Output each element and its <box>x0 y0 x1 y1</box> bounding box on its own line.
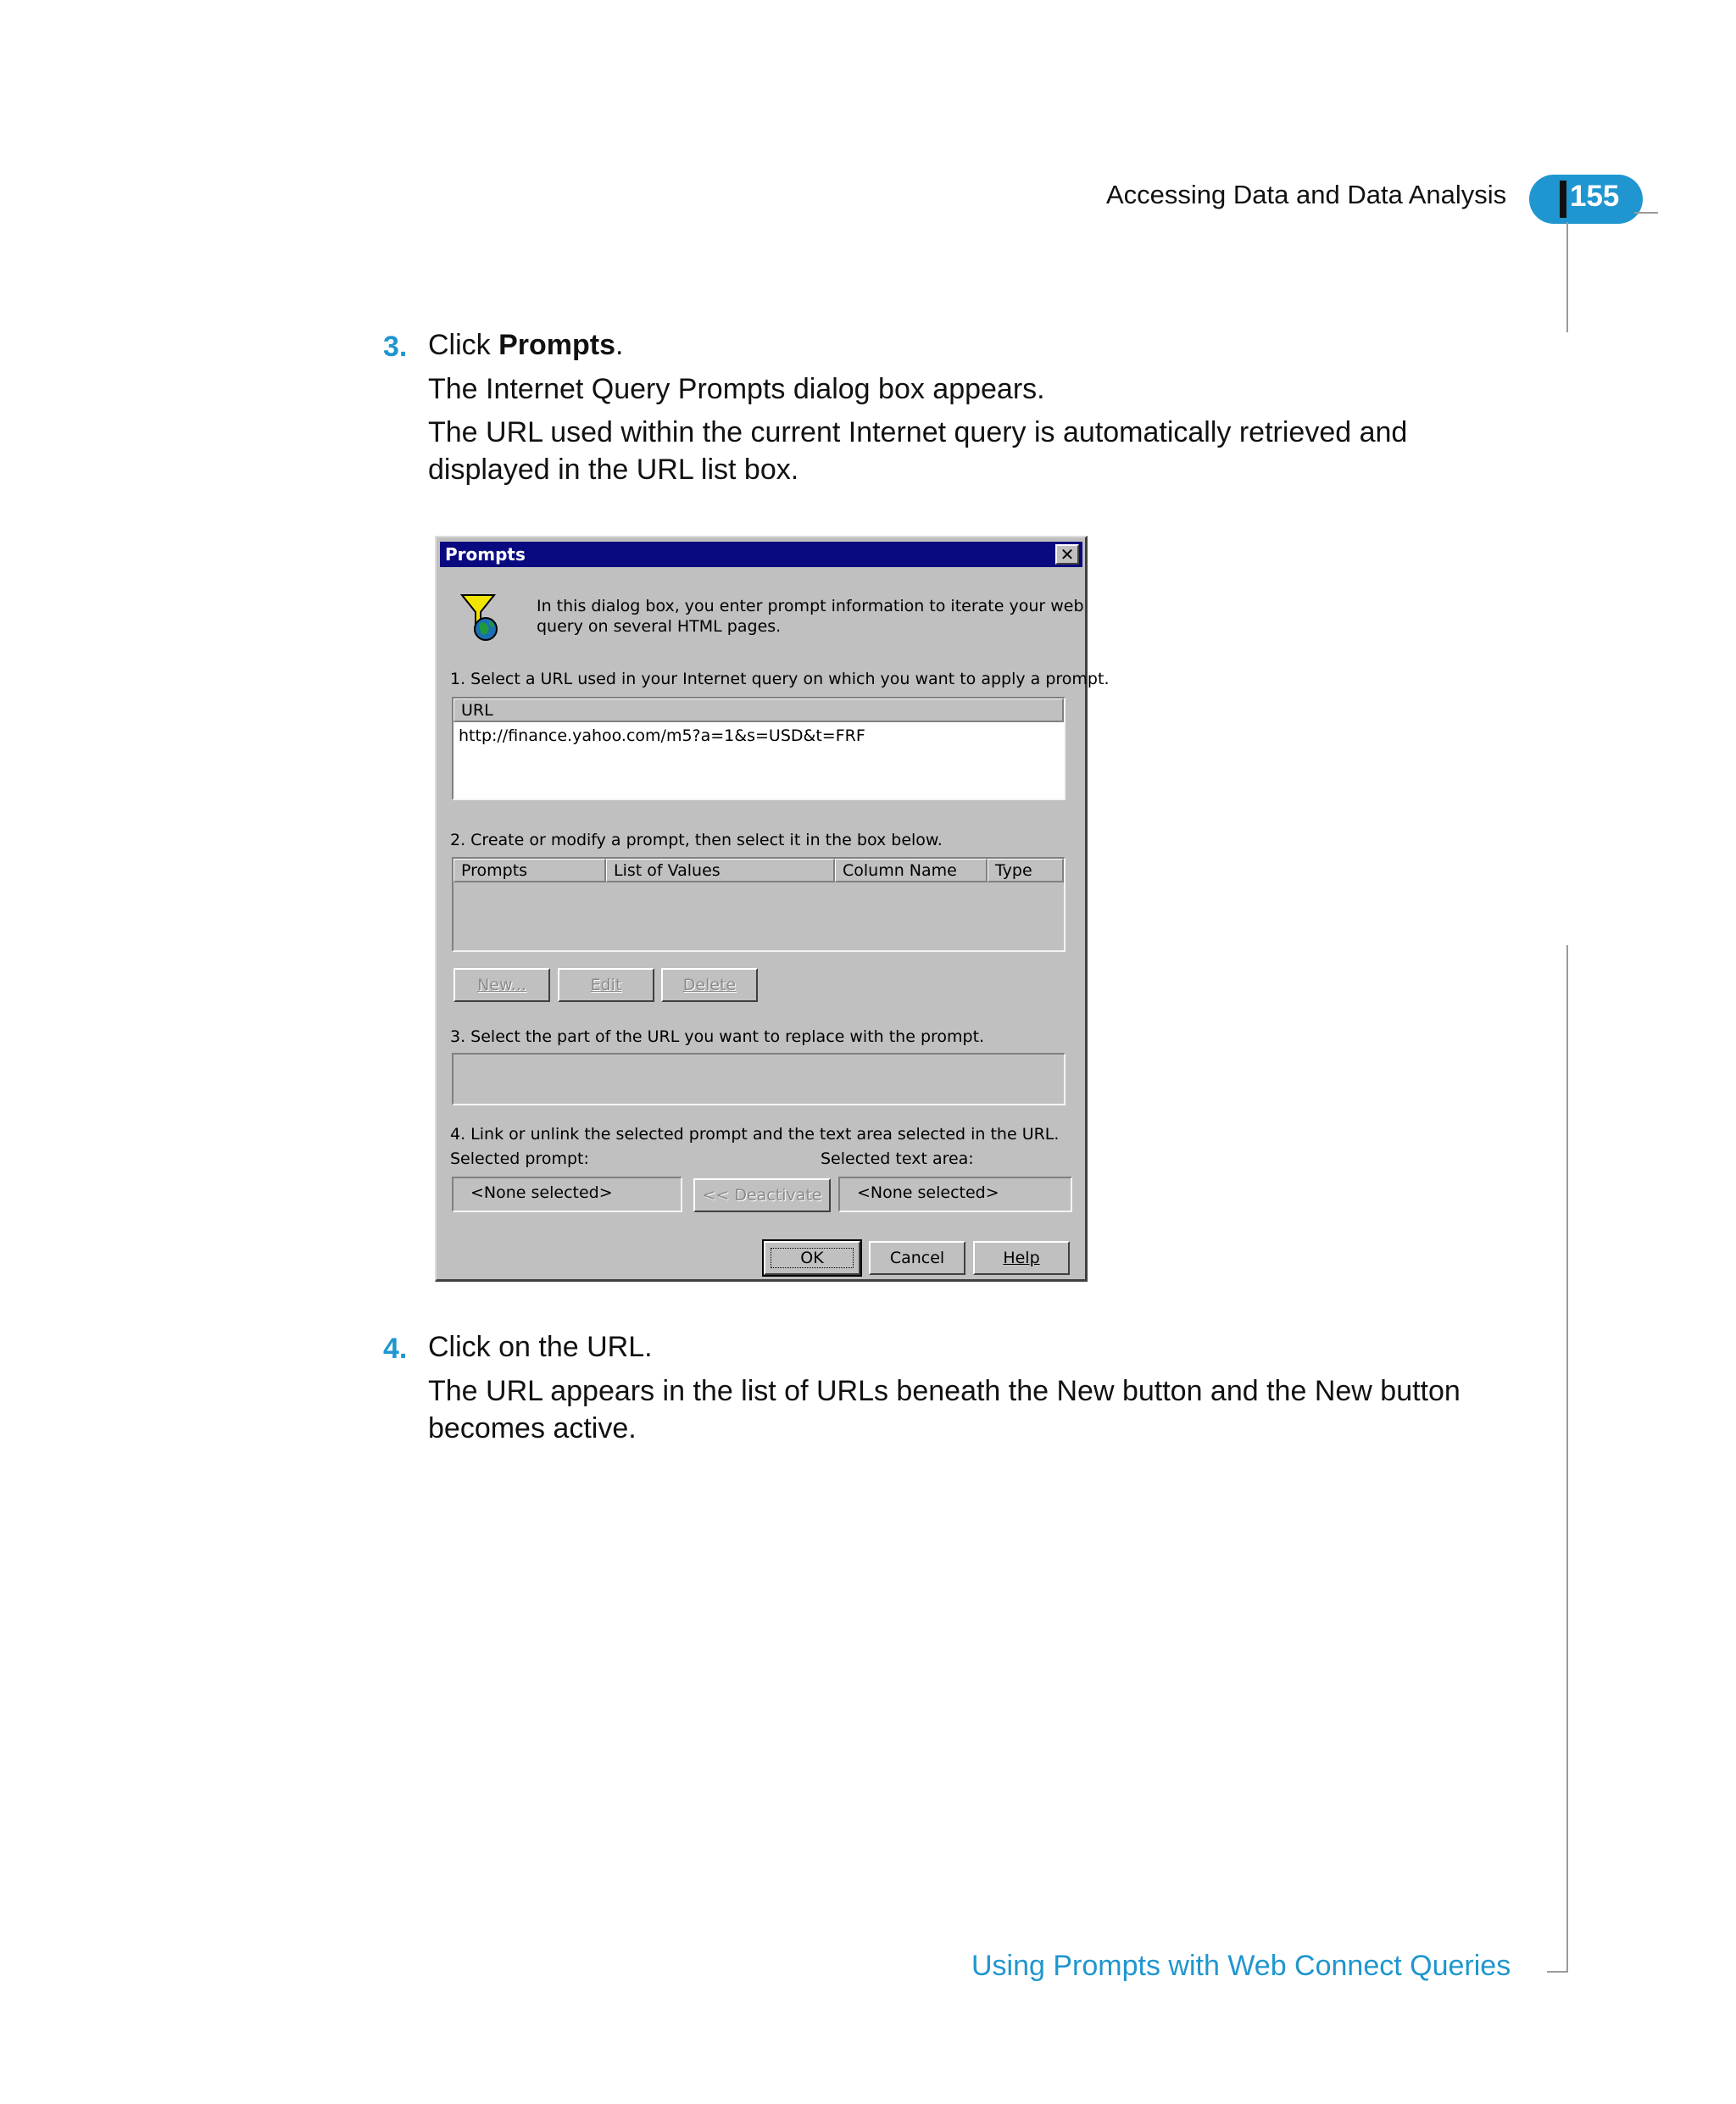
close-icon: ✕ <box>1060 544 1075 565</box>
dialog-title: Prompts <box>445 544 526 565</box>
page-number-marker <box>1560 181 1566 218</box>
help-button[interactable]: Help <box>973 1241 1070 1275</box>
step-result-text: The Internet Query Prompts dialog box appears. <box>428 373 1045 405</box>
margin-rule <box>1566 945 1568 1971</box>
url-list-item[interactable]: http://finance.yahoo.com/m5?a=1&s=USD&t=FRF <box>459 726 865 745</box>
list-of-values-column-header[interactable]: List of Values <box>606 859 835 882</box>
page-number: 155 <box>1570 180 1620 213</box>
delete-button[interactable]: Delete <box>661 968 758 1002</box>
selected-text-area-value: <None selected> <box>857 1183 999 1202</box>
margin-rule-top <box>1566 222 1568 332</box>
running-header: Accessing Data and Data Analysis <box>1106 180 1507 209</box>
section-1-label: 1. Select a URL used in your Internet query on which you want to apply a prompt. <box>450 670 1110 688</box>
section-4-label: 4. Link or unlink the selected prompt and the text area selected in the URL. <box>450 1125 1060 1144</box>
type-column-header[interactable]: Type <box>988 859 1064 882</box>
dialog-titlebar <box>440 542 1082 567</box>
dialog-intro: In this dialog box, you enter prompt information to iterate your web <box>537 597 1084 615</box>
selected-text-area-label: Selected text area: <box>821 1149 974 1168</box>
step-instruction: Click on the URL. <box>428 1331 653 1363</box>
url-column-header[interactable]: URL <box>453 699 1064 722</box>
selected-text-area-field <box>838 1177 1072 1212</box>
header-rule <box>1634 212 1658 214</box>
section-2-label: 2. Create or modify a prompt, then select it in the box below. <box>450 831 943 849</box>
selected-prompt-field <box>452 1177 682 1212</box>
dialog-intro: query on several HTML pages. <box>537 617 782 636</box>
ok-button[interactable]: OK <box>764 1241 860 1275</box>
step-number: 3. <box>383 331 408 363</box>
step-result-text: The URL used within the current Internet query is automatically retrieved and displayed in the URL list box. <box>428 416 1408 486</box>
prompt-filter-icon <box>460 593 498 643</box>
edit-button[interactable]: Edit <box>558 968 654 1002</box>
step-instruction: Click Prompts. <box>428 329 624 361</box>
column-name-column-header[interactable]: Column Name <box>835 859 988 882</box>
deactivate-button[interactable]: << Deactivate <box>693 1178 831 1212</box>
cancel-button[interactable]: Cancel <box>869 1241 965 1275</box>
prompts-column-header[interactable]: Prompts <box>453 859 606 882</box>
section-3-label: 3. Select the part of the URL you want to replace with the prompt. <box>450 1027 985 1046</box>
selected-prompt-label: Selected prompt: <box>450 1149 589 1168</box>
new-button[interactable]: New... <box>453 968 550 1002</box>
url-selection-field[interactable] <box>452 1053 1066 1105</box>
prompts-list[interactable] <box>452 857 1066 952</box>
close-button[interactable] <box>1055 544 1079 565</box>
running-footer: Using Prompts with Web Connect Queries <box>971 1950 1511 1982</box>
selected-prompt-value: <None selected> <box>470 1183 613 1202</box>
step-result-text: The URL appears in the list of URLs beneath the New button and the New button becomes active. <box>428 1375 1461 1444</box>
step-number: 4. <box>383 1333 408 1365</box>
prompts-dialog <box>435 536 1110 1282</box>
url-list[interactable] <box>452 697 1066 800</box>
footer-rule <box>1547 1971 1568 1973</box>
